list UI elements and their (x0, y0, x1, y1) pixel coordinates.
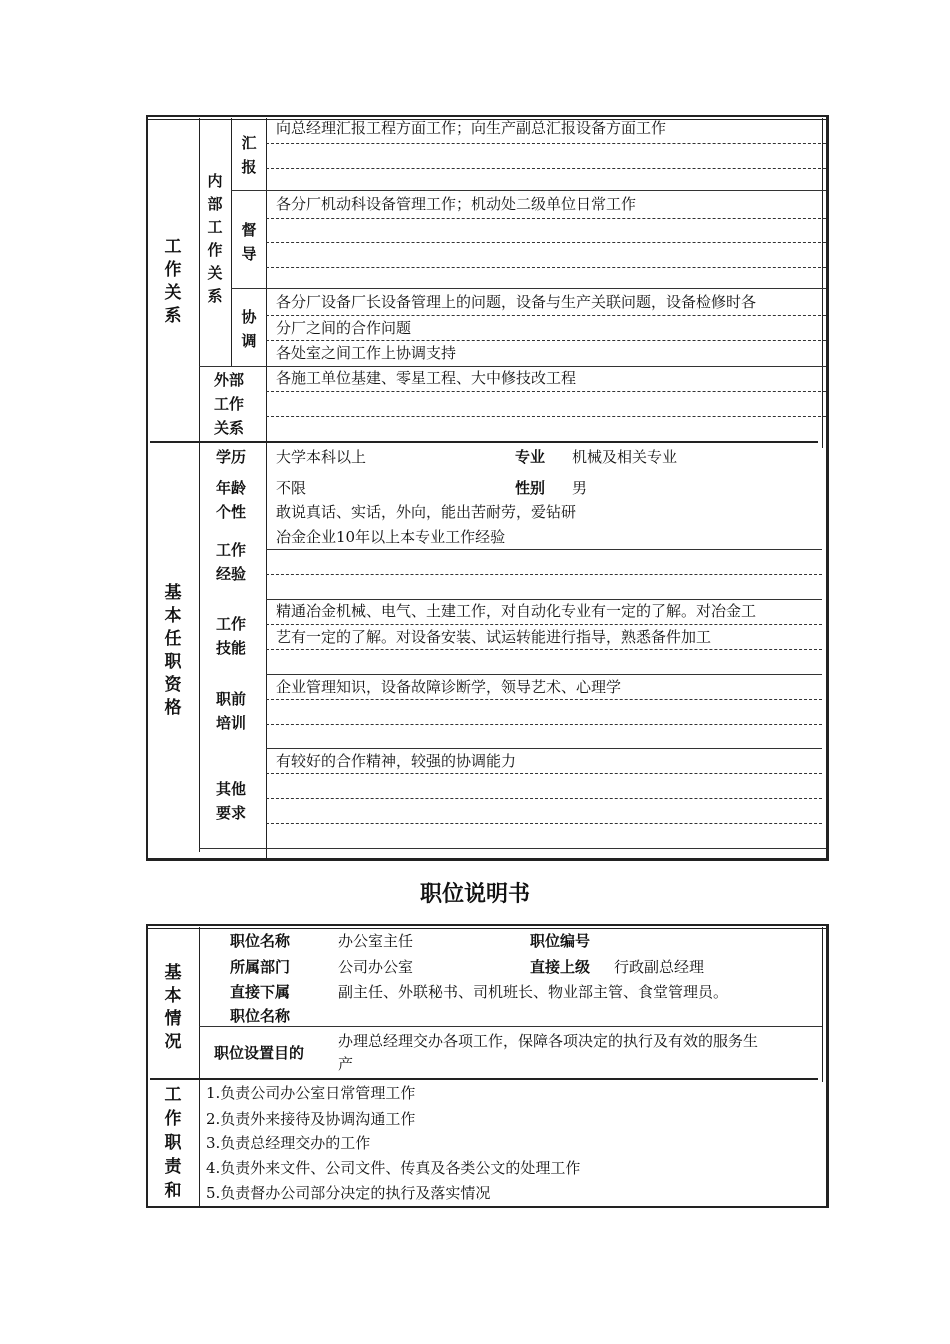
department-value: 公司办公室 (338, 958, 414, 976)
internal-relations-label: 内部工作关系 (207, 172, 223, 305)
lower-section-divider (150, 1078, 818, 1080)
rule (266, 649, 822, 650)
upper-vline-section (199, 118, 200, 852)
department-label: 所属部门 (230, 958, 291, 976)
lower-vline-right-inner (822, 927, 823, 1082)
purpose-value-2: 产 (338, 1055, 354, 1073)
rule (266, 549, 822, 550)
lower-bottom-line (146, 1206, 828, 1208)
other-requirements-value: 有较好的合作精神，较强的协调能力 (276, 752, 517, 770)
duties-section-label: 工作职责和 (164, 1085, 182, 1201)
basic-info-section-label: 基本情况 (164, 963, 182, 1052)
rule (199, 848, 826, 849)
rule (266, 267, 826, 268)
gender-value: 男 (572, 479, 588, 497)
rule (266, 218, 826, 219)
position-name-value: 办公室主任 (338, 932, 414, 950)
supervise-label: 督导 (241, 221, 257, 263)
rule (266, 798, 822, 799)
duty-item: 2.负责外来接待及协调沟通工作 (206, 1110, 416, 1128)
other-requirements-label: 其他要求 (216, 780, 247, 822)
major-label: 专业 (515, 448, 546, 466)
personality-label: 个性 (216, 503, 247, 521)
purpose-label: 职位设置目的 (214, 1044, 305, 1062)
rule (266, 624, 822, 625)
rule (266, 391, 826, 392)
rule (266, 724, 822, 725)
rule (266, 168, 826, 169)
lower-vline-section (199, 927, 200, 1206)
position-code-label: 职位编号 (530, 932, 591, 950)
experience-label: 工作经验 (216, 541, 247, 583)
age-value: 不限 (276, 479, 307, 497)
personality-value: 敢说真话、实话，外向，能出苦耐劳，爱钻研 (276, 503, 577, 521)
skills-value-2: 艺有一定的了解。对设备安装、试运转能进行指导，熟悉备件加工 (276, 628, 712, 646)
subordinate-value: 副主任、外联秘书、司机班长、物业部主管、食堂管理员。 (338, 983, 729, 1001)
upper-section-divider (150, 441, 818, 443)
duty-item: 5.负责督办公司部分决定的执行及落实情况 (206, 1184, 491, 1202)
duty-item: 3.负责总经理交办的工作 (206, 1134, 371, 1152)
superior-value: 行政副总经理 (614, 958, 705, 976)
experience-value: 冶金企业10年以上本专业工作经验 (276, 528, 506, 546)
rule (266, 674, 822, 675)
report-text: 向总经理汇报工程方面工作；向生产副总汇报设备方面工作 (276, 119, 667, 137)
rule (266, 416, 826, 417)
rule (266, 340, 826, 341)
upper-vline-content (266, 118, 267, 858)
work-relations-section-label: 工作关系 (164, 237, 182, 326)
duty-item: 1.负责公司办公室日常管理工作 (206, 1084, 416, 1102)
coordinate-text-1: 各分厂设备厂长设备管理上的问题，设备与生产关联问题，设备检修时各 (276, 293, 757, 311)
report-label: 汇报 (241, 134, 257, 176)
position-name-label: 职位名称 (230, 932, 291, 950)
duty-item: 4.负责外来文件、公司文件、传真及各类公文的处理工作 (206, 1159, 581, 1177)
rule (266, 773, 822, 774)
doc-title: 职位说明书 (419, 882, 530, 907)
coordinate-text-3: 各处室之间工作上协调支持 (276, 344, 457, 362)
subordinate-label-1: 直接下属 (230, 983, 291, 1001)
training-value: 企业管理知识，设备故障诊断学，领导艺术、心理学 (276, 678, 622, 696)
external-relations-label: 外部工作关系 (214, 371, 245, 437)
gender-label: 性别 (515, 479, 546, 497)
rule (266, 143, 826, 144)
education-label: 学历 (216, 448, 247, 466)
major-value: 机械及相关专业 (572, 448, 678, 466)
external-text: 各施工单位基建、零星工程、大中修技改工程 (276, 369, 577, 387)
supervise-text: 各分厂机动科设备管理工作；机动处二级单位日常工作 (276, 195, 637, 213)
rule (199, 366, 826, 367)
rule (231, 288, 826, 289)
training-label: 职前培训 (216, 690, 247, 732)
education-value: 大学本科以上 (276, 448, 367, 466)
skills-label: 工作技能 (216, 615, 247, 657)
upper-vline-internal (231, 118, 232, 366)
rule (266, 823, 822, 824)
rule (231, 190, 826, 191)
subordinate-label-2: 职位名称 (230, 1007, 291, 1025)
purpose-value-1: 办理总经理交办各项工作，保障各项决定的执行及有效的服务生 (338, 1032, 759, 1050)
coordinate-label: 协调 (241, 308, 257, 350)
rule (266, 242, 826, 243)
age-label: 年龄 (216, 479, 247, 497)
rule (266, 699, 822, 700)
rule (266, 574, 822, 575)
rule (266, 315, 826, 316)
coordinate-text-2: 分厂之间的合作问题 (276, 319, 412, 337)
rule (199, 1026, 822, 1027)
qualifications-section-label: 基本任职资格 (164, 583, 182, 718)
superior-label: 直接上级 (530, 958, 591, 976)
skills-value-1: 精通冶金机械、电气、土建工作，对自动化专业有一定的了解。对冶金工 (276, 602, 757, 620)
